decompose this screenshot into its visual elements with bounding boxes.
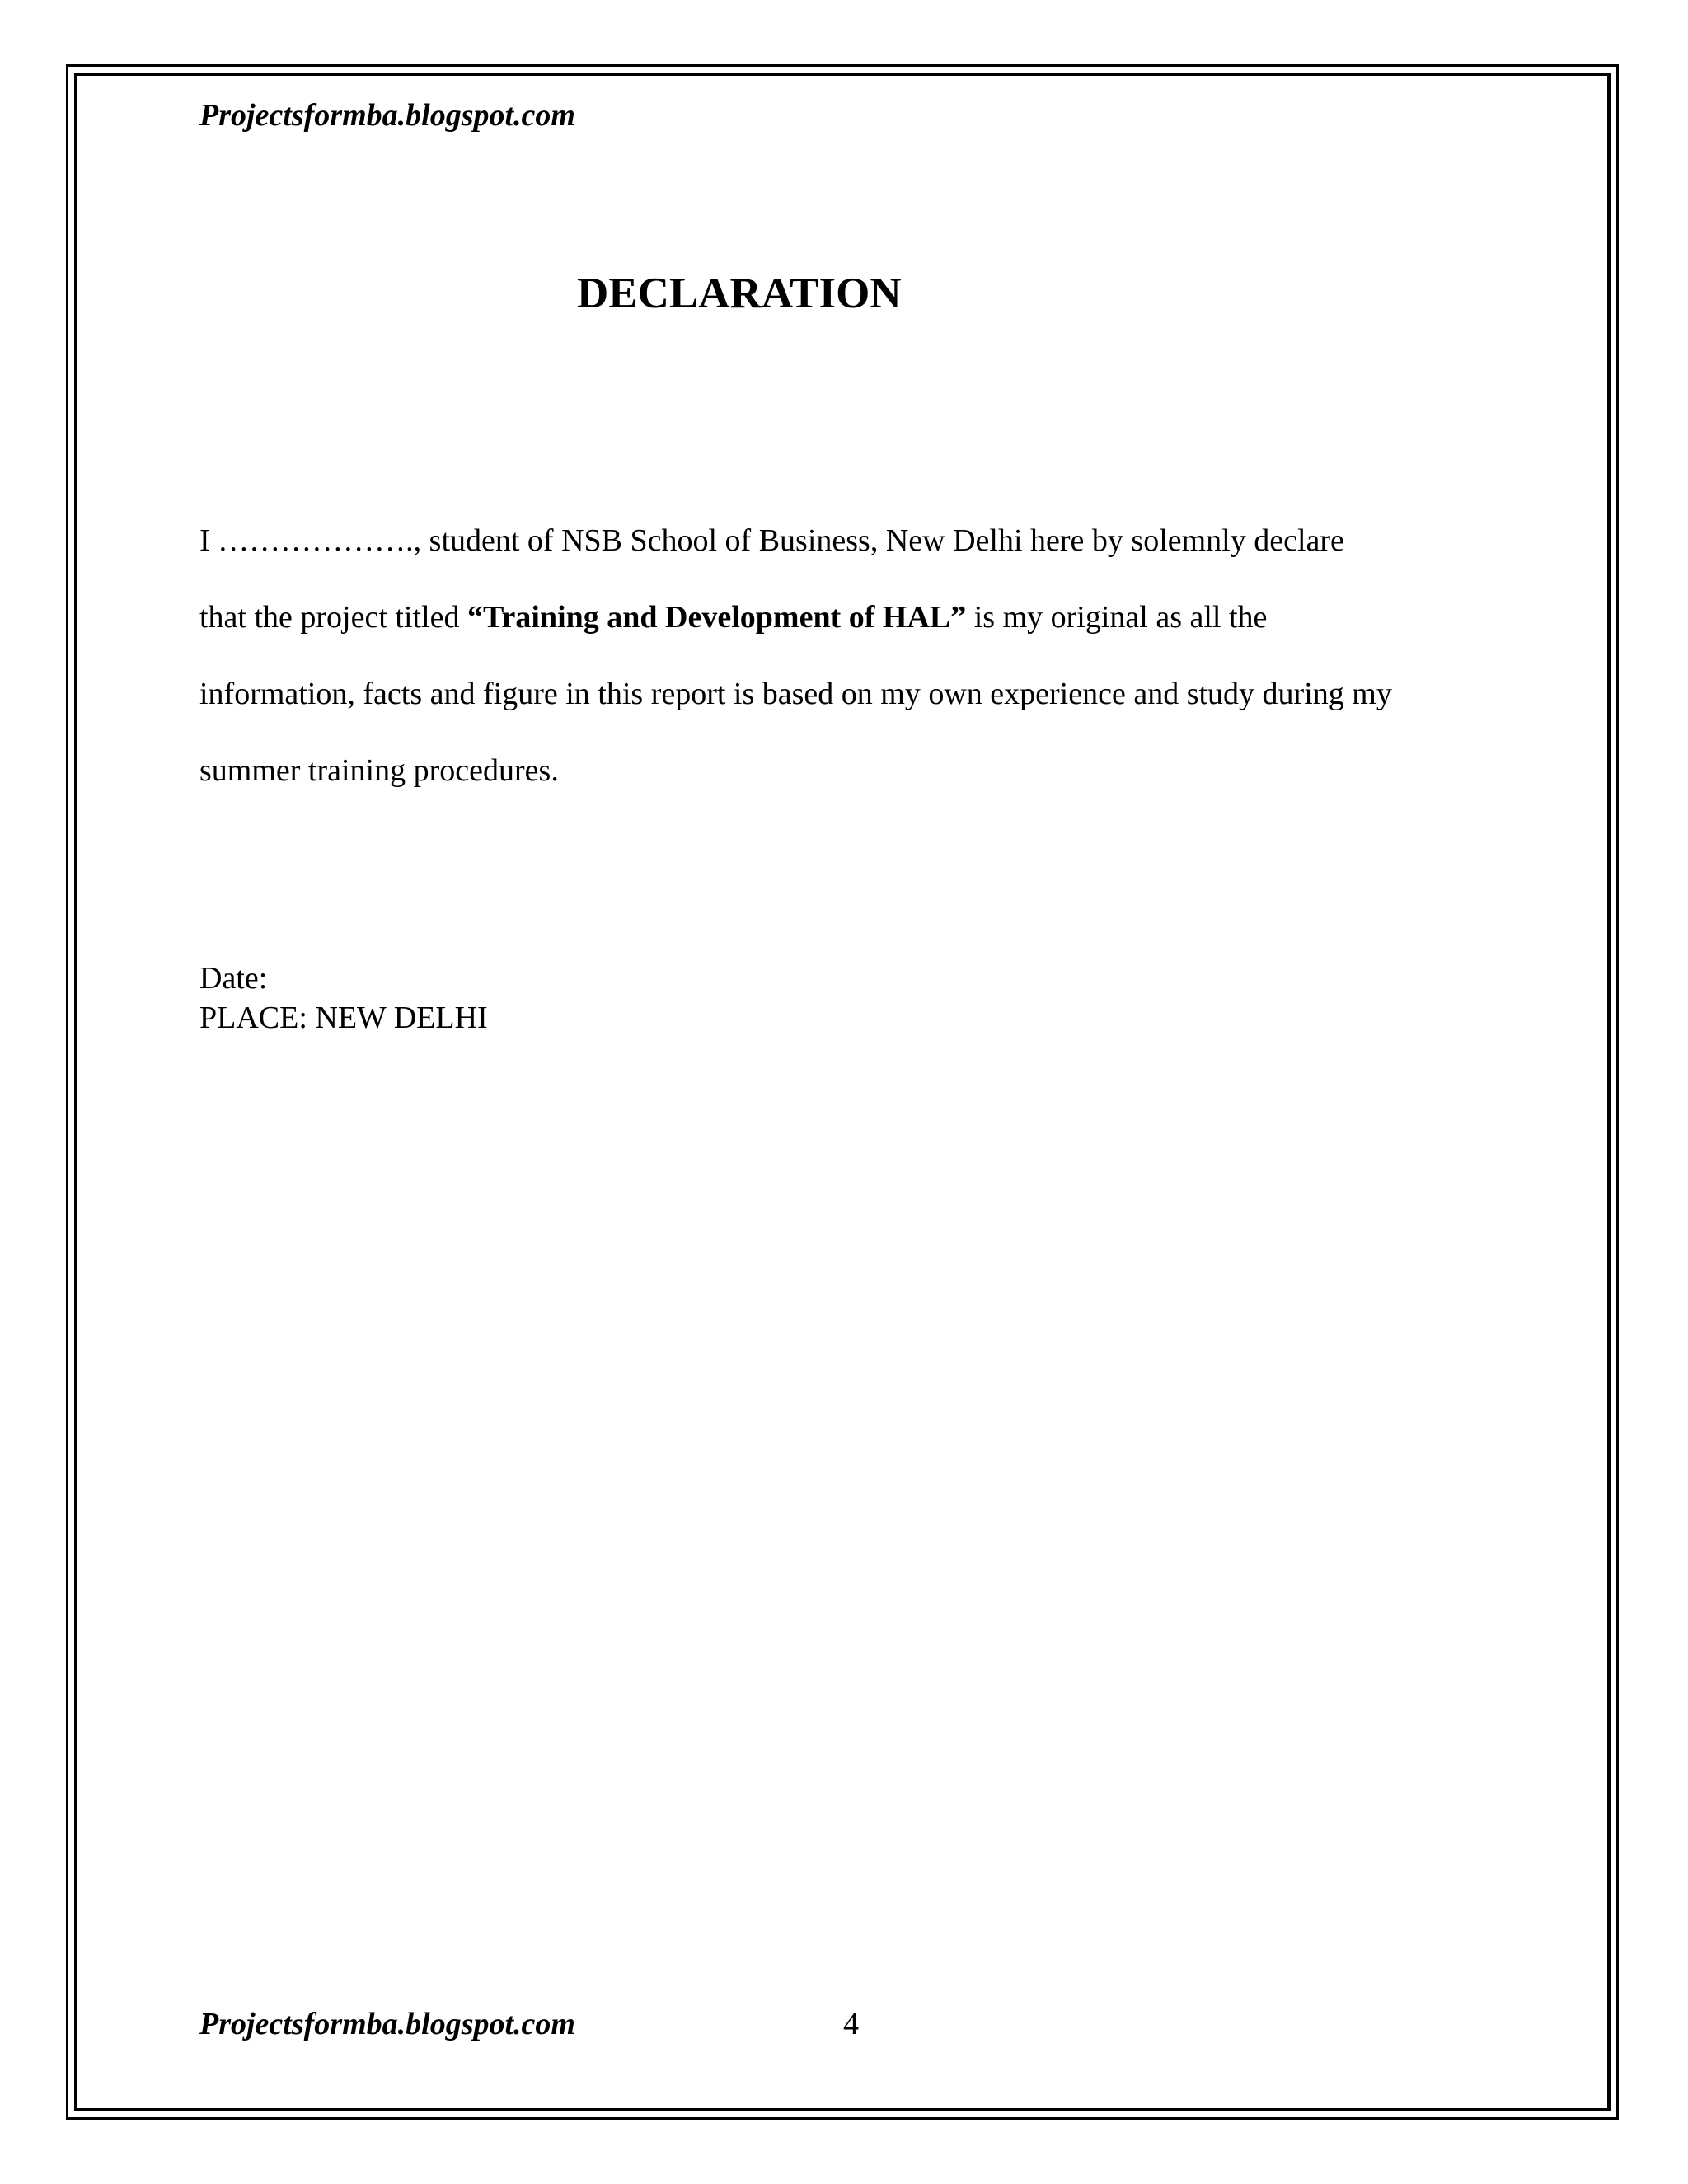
page-number: 4	[843, 2007, 859, 2041]
project-title: “Training and Development of HAL”	[467, 600, 967, 635]
place-label: PLACE: NEW DELHI	[199, 1001, 488, 1035]
page-border-inner	[74, 73, 1611, 2111]
declaration-paragraph	[199, 503, 1502, 809]
page-title: DECLARATION	[577, 269, 902, 317]
footer-site-name: Projectsformba.blogspot.com	[199, 2007, 575, 2041]
paragraph-line: information, facts and figure in this report is based on my own experience and study during my	[199, 677, 1392, 711]
paragraph-line: I ………………., student of NSB School of Business, New Delhi here by solemnly declare	[199, 523, 1344, 558]
header-site-name: Projectsformba.blogspot.com	[199, 98, 575, 133]
paragraph-text: that the project titled	[199, 600, 468, 635]
paragraph-line: summer training procedures.	[199, 753, 559, 788]
paragraph-text: is my original as all the	[966, 600, 1268, 635]
paragraph-line	[199, 579, 1502, 656]
date-label: Date:	[199, 961, 268, 996]
